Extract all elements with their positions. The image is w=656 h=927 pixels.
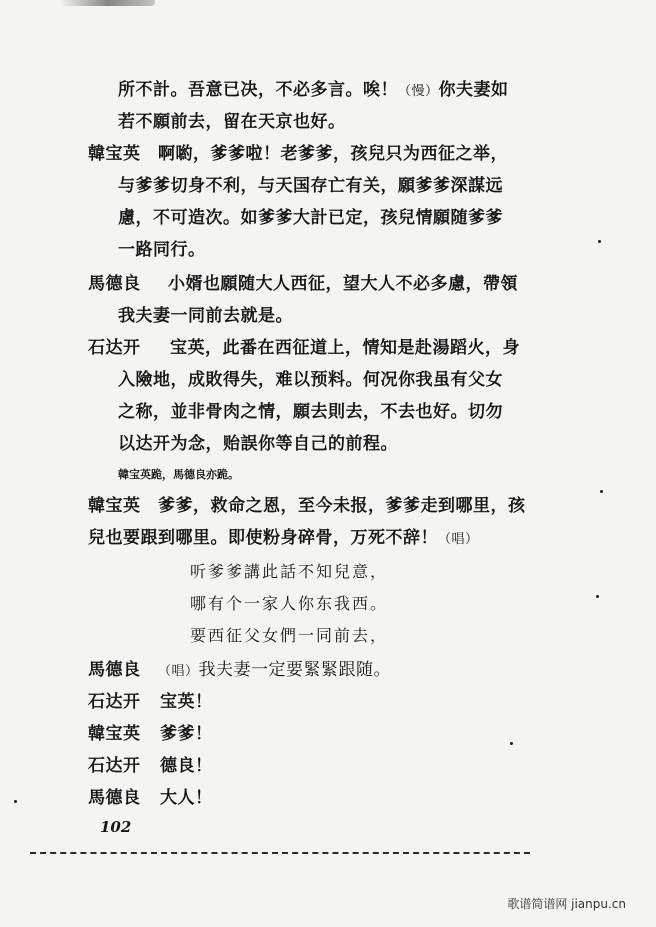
speaker-name: 馬德良 xyxy=(88,274,141,294)
dialogue-text: 我夫妻一定要緊緊跟随。 xyxy=(198,660,392,680)
speaker-name: 韓宝英 xyxy=(88,144,141,164)
stage-note: （唱） xyxy=(438,532,479,547)
dialogue-line: 小婿也願随大人西征，望大人不必多慮，帶領 xyxy=(168,274,518,294)
page-number: 102 xyxy=(100,818,132,836)
dialogue-line: 爹爹，救命之恩，至今未报，爹爹走到哪里，孩 xyxy=(158,496,526,516)
dialogue-line xyxy=(118,80,509,102)
dialogue-line: 一路同行。 xyxy=(118,240,206,260)
speaker-name: 韓宝英 xyxy=(88,724,141,744)
speaker-name: 石达开 xyxy=(88,756,141,776)
speaker-name: 石达开 xyxy=(88,338,141,358)
dialogue-text: 兒也要跟到哪里。即使粉身碎骨，万死不辞！ xyxy=(88,528,438,548)
dialogue-line: 慮，不可造次。如爹爹大計已定，孩兒情願随爹爹 xyxy=(118,208,503,228)
speaker-name: 馬德良 xyxy=(88,660,141,680)
speaker-name: 馬德良 xyxy=(88,788,141,808)
dialogue-line: 大人！ xyxy=(160,788,213,808)
dialogue-line: 啊喲，爹爹啦！老爹爹，孩兒只为西征之举， xyxy=(158,144,508,164)
sung-verse: 听爹爹講此話不知兒意， xyxy=(190,562,389,581)
bottom-rule xyxy=(30,852,530,854)
dialogue-line: 以达开为念，贻誤你等自己的前程。 xyxy=(118,434,398,454)
stage-note: （慢） xyxy=(398,84,439,99)
dialogue-line: 宝英，此番在西征道上，情知是赴湯蹈火，身 xyxy=(170,338,520,358)
dialogue-line: 之称，並非骨肉之情，願去則去，不去也好。切勿 xyxy=(118,402,503,422)
dialogue-text: 所不計。吾意已决，不必多言。唉！ xyxy=(118,80,398,100)
dialogue-line: 德良！ xyxy=(160,756,213,776)
dialogue-line: 若不願前去，留在天京也好。 xyxy=(118,112,346,132)
dialogue-line: 与爹爹切身不利，与天国存亡有关，願爹爹深謀远 xyxy=(118,176,503,196)
scan-smudge xyxy=(60,0,155,6)
dialogue-line: 我夫妻一同前去就是。 xyxy=(118,306,293,326)
speaker-name: 韓宝英 xyxy=(88,496,141,516)
speaker-name: 石达开 xyxy=(88,692,141,712)
dialogue-line xyxy=(88,528,479,550)
dialogue-line: 入險地，成敗得失，难以预料。何况你我虽有父女 xyxy=(118,370,503,390)
scan-speck xyxy=(598,240,601,243)
dialogue-line: 爹爹！ xyxy=(160,724,213,744)
dialogue-line xyxy=(158,660,391,682)
stage-note: （唱） xyxy=(158,664,199,679)
scan-speck xyxy=(596,595,599,598)
dialogue-line: 宝英！ xyxy=(160,692,213,712)
watermark: 歌谱简谱网 jianpu.cn xyxy=(507,897,626,911)
stage-direction: 韓宝英跪，馬德良亦跪。 xyxy=(118,468,239,481)
dialogue-text: 你夫妻如 xyxy=(438,80,509,100)
sung-verse: 要西征父女們一同前去， xyxy=(190,626,389,645)
scan-speck xyxy=(510,742,513,745)
scan-speck xyxy=(600,490,603,493)
scan-speck xyxy=(14,800,17,803)
sung-verse: 哪有个一家人你东我西。 xyxy=(190,594,389,613)
